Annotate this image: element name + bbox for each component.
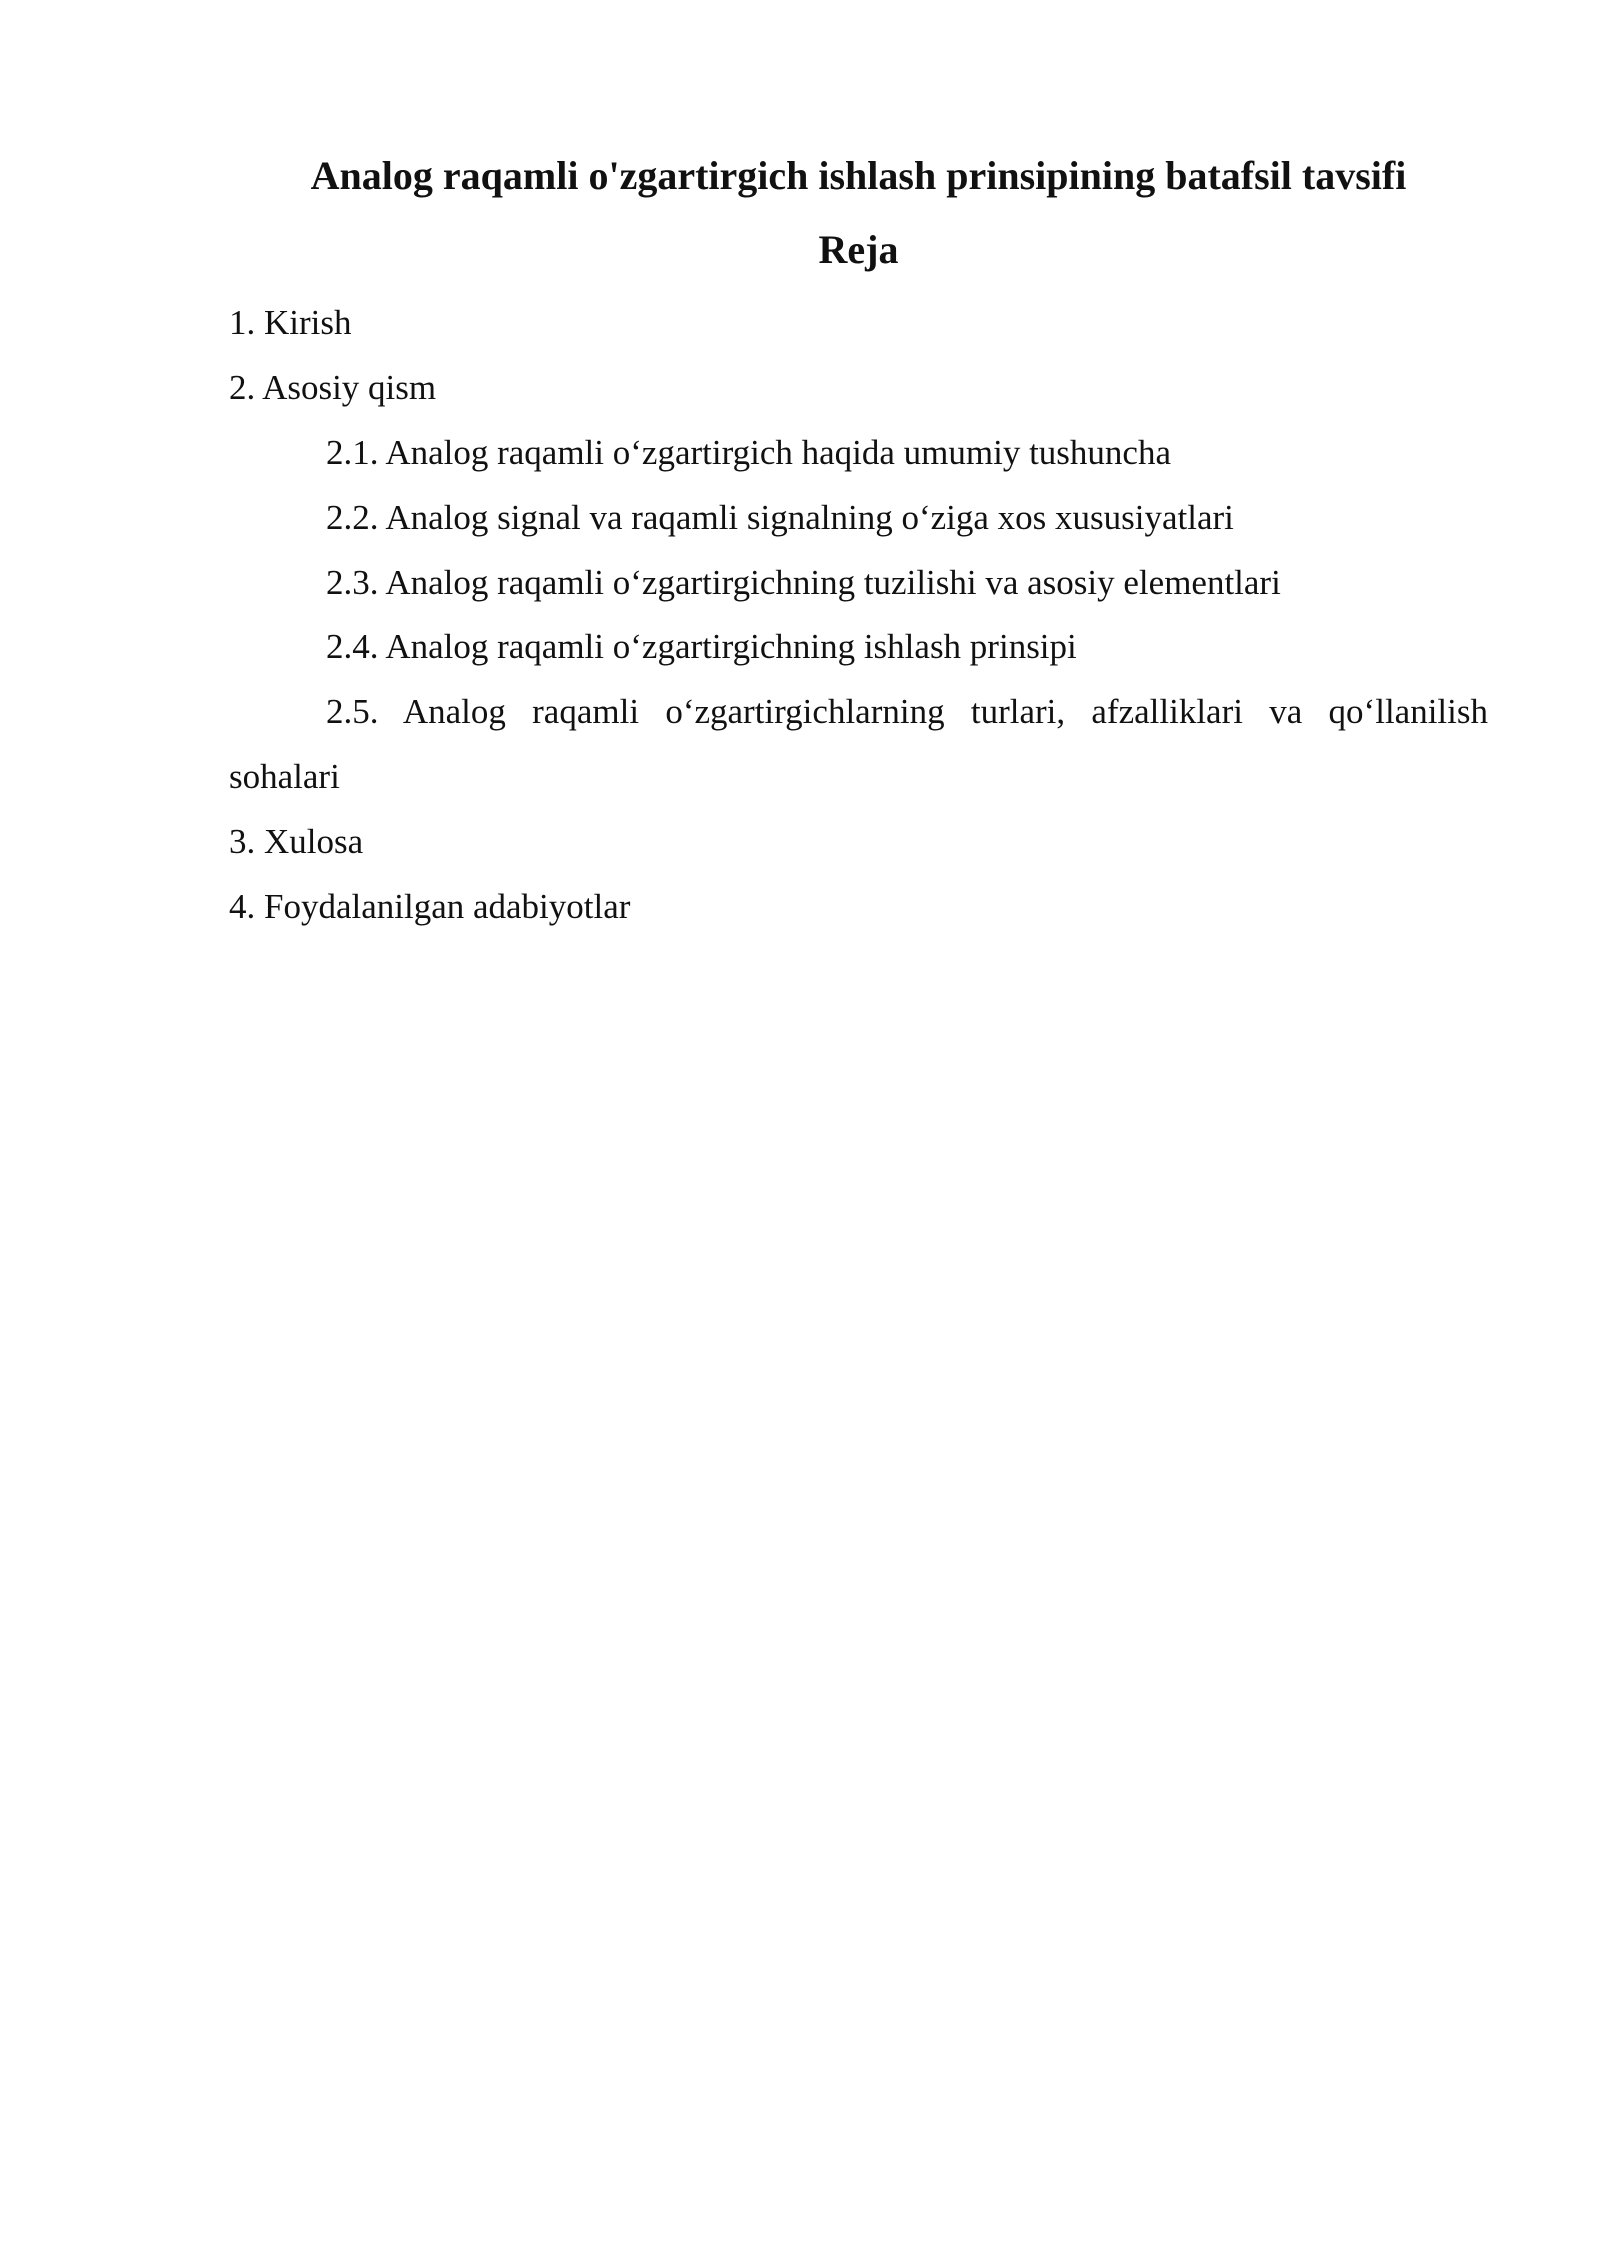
plan-item-2-4: 2.4. Analog raqamli o‘zgartirgichning ishlash prinsipi [326,627,1077,666]
plan-item-2-5-continuation: sohalari [229,757,340,796]
plan-item-2: 2. Asosiy qism [229,368,437,407]
plan-item-2-1: 2.1. Analog raqamli o‘zgartirgich haqida umumiy tushuncha [326,433,1171,472]
plan-item-4: 4. Foydalanilgan adabiyotlar [229,887,631,926]
plan-item-3: 3. Xulosa [229,822,364,861]
plan-heading: Reja [818,227,899,272]
plan-item-2-3: 2.3. Analog raqamli o‘zgartirgichning tuzilishi va asosiy elementlari [326,563,1281,602]
plan-item-2-2: 2.2. Analog signal va raqamli signalning o‘ziga xos xususiyatlari [326,498,1234,537]
plan-item-2-5: 2.5. Analog raqamli o‘zgartirgichlarning turlari, afzalliklari va qo‘llanilish [326,692,1488,731]
plan-item-1: 1. Kirish [229,303,352,342]
document-title: Analog raqamli o'zgartirgich ishlash prinsipining batafsil tavsifi [310,153,1407,198]
